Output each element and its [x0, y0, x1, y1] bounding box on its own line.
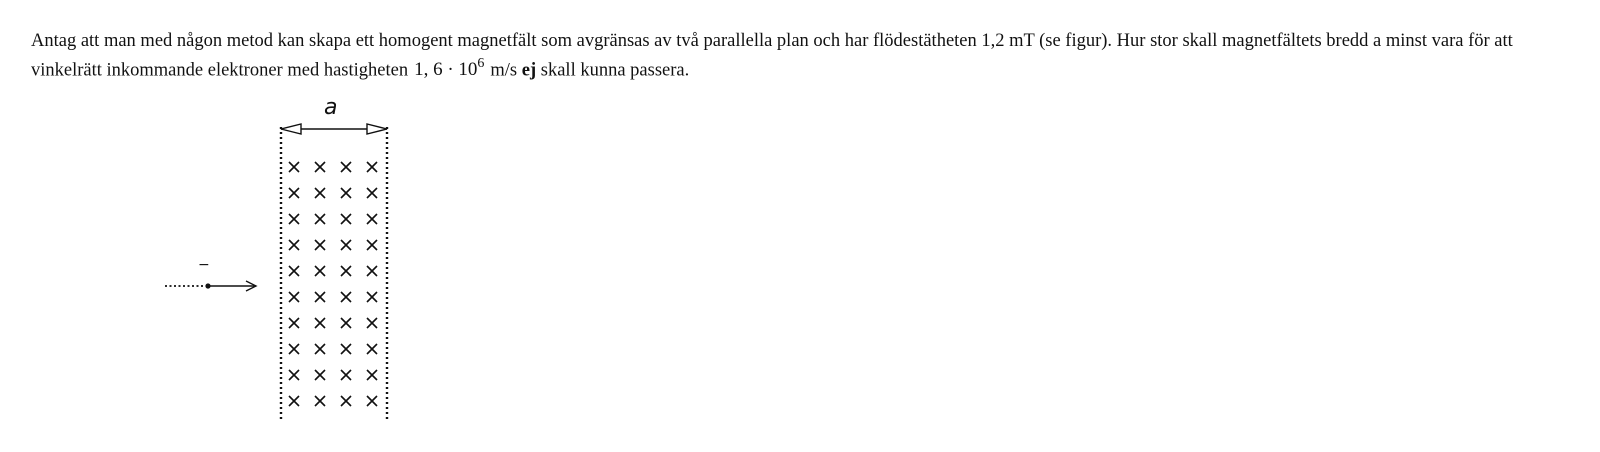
speed-unit: m/s — [490, 60, 518, 81]
field-cross-icon — [315, 318, 325, 328]
width-arrow-right-icon — [367, 124, 387, 134]
field-cross-icon — [315, 396, 325, 406]
question-body: Antag att man med någon metod kan skapa ett homogent magnetfält som avgränsas av två parallella plan och har flödestätheten 1,2 mT (se figur). Hur stor skall magnetfältets bredd a minst vara för att vinkelrätt inkommande elektroner med hastigheten — [31, 31, 1513, 81]
electron-dot — [205, 283, 210, 288]
field-cross-icon — [367, 266, 377, 276]
field-cross-icon — [367, 370, 377, 380]
field-cross-icon — [289, 266, 299, 276]
field-cross-icon — [289, 240, 299, 250]
emphasis-word: ej — [521, 60, 537, 81]
field-cross-icon — [367, 396, 377, 406]
field-cross-icon — [315, 292, 325, 302]
field-cross-icon — [289, 292, 299, 302]
field-cross-icon — [341, 240, 351, 250]
question-text — [31, 29, 1571, 82]
speed-exponent: 6 — [477, 56, 485, 71]
speed-value — [414, 56, 485, 81]
field-cross-icon — [367, 344, 377, 354]
width-arrow-left-icon — [281, 124, 301, 134]
magnetic-field-figure — [160, 95, 410, 435]
field-cross-icon — [315, 162, 325, 172]
field-cross-icon — [341, 266, 351, 276]
width-label: a — [324, 95, 338, 120]
field-cross-icon — [289, 370, 299, 380]
field-cross-icon — [341, 188, 351, 198]
field-cross-icon — [341, 344, 351, 354]
field-cross-icon — [367, 188, 377, 198]
field-cross-icon — [341, 292, 351, 302]
field-cross-icon — [315, 370, 325, 380]
field-cross-icon — [367, 214, 377, 224]
field-cross-icon — [289, 318, 299, 328]
field-marks-group — [289, 162, 377, 406]
field-cross-icon — [341, 370, 351, 380]
field-cross-icon — [367, 292, 377, 302]
electron-charge-label: − — [198, 257, 210, 273]
field-cross-icon — [341, 214, 351, 224]
field-cross-icon — [341, 318, 351, 328]
field-cross-icon — [341, 396, 351, 406]
question-ending: skall kunna passera. — [540, 60, 690, 81]
field-cross-icon — [289, 162, 299, 172]
field-cross-icon — [289, 188, 299, 198]
field-cross-icon — [315, 344, 325, 354]
field-cross-icon — [315, 188, 325, 198]
field-cross-icon — [367, 162, 377, 172]
field-cross-icon — [289, 396, 299, 406]
field-cross-icon — [367, 240, 377, 250]
field-cross-icon — [289, 214, 299, 224]
field-cross-icon — [315, 240, 325, 250]
field-cross-icon — [289, 344, 299, 354]
field-cross-icon — [315, 266, 325, 276]
field-cross-icon — [341, 162, 351, 172]
speed-mantissa: 1, 6 · 10 — [414, 59, 478, 81]
field-cross-icon — [315, 214, 325, 224]
field-cross-icon — [367, 318, 377, 328]
